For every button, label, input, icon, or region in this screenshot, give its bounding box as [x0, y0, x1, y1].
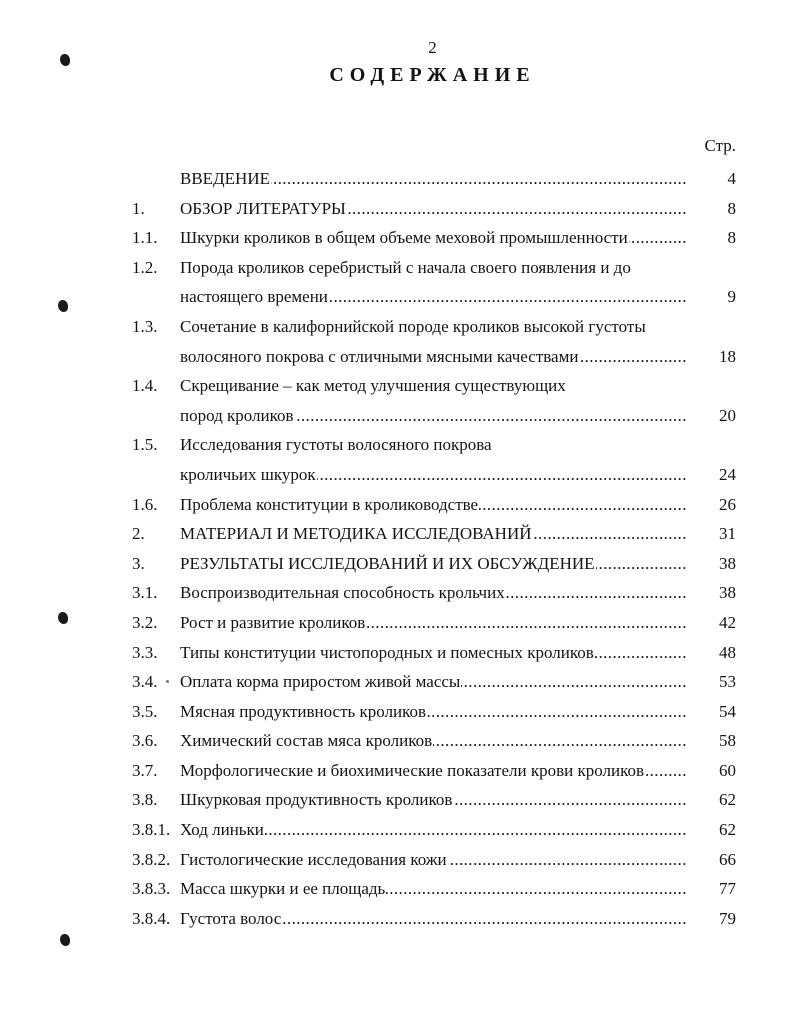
toc-entry-title: Типы конституции чистопородных и помесных кроликов	[180, 642, 594, 662]
toc-entry-page: 38	[719, 553, 736, 573]
toc-entry-title: волосяного покрова с отличными мясными качествами	[180, 346, 579, 366]
page-title: СОДЕРЖАНИЕ	[329, 64, 536, 86]
toc-entry	[0, 845, 795, 875]
toc-entry-title-with-leader	[180, 223, 686, 253]
toc-entry-title: кроличьих шкурок	[180, 464, 316, 484]
toc-entry-page: 53	[719, 672, 736, 692]
toc-entry-title-with-leader	[180, 756, 686, 786]
toc-entry-title-with-leader	[180, 608, 686, 638]
toc-entry-title-with-leader	[180, 519, 686, 549]
toc-entry-line	[0, 697, 795, 727]
toc-entry-page: 26	[719, 494, 736, 514]
toc-entry-title-with-leader	[180, 726, 686, 756]
toc-entry-line	[0, 549, 795, 579]
toc-entry-title-with-leader	[180, 549, 686, 579]
toc-entry-page: 48	[719, 642, 736, 662]
toc-entry	[0, 371, 795, 430]
toc-entry	[0, 164, 795, 194]
toc-entry-number: 1.1.	[132, 228, 158, 248]
toc-entry-number: 3.1.	[132, 583, 158, 603]
toc-entry-page: 8	[727, 198, 736, 218]
toc-entry-title: Порода кроликов серебристый с начала своего появления и до	[180, 257, 631, 277]
toc-entry-number: 3.8.1.	[132, 820, 171, 840]
toc-entry-title-with-leader	[180, 401, 686, 431]
toc-entry-title: Скрещивание – как метод улучшения существующих	[180, 376, 566, 396]
toc-entry	[0, 756, 795, 786]
toc-entry-page: 20	[719, 405, 736, 425]
toc-entry-title-with-leader	[180, 490, 686, 520]
toc-entry-title-with-leader	[180, 785, 686, 815]
toc-entry-title-with-leader	[180, 282, 686, 312]
toc-entry-title-with-leader	[180, 667, 686, 697]
toc-entry-title: Ход линьки	[180, 820, 264, 840]
toc-entry-title-with-leader	[180, 342, 686, 372]
toc-entry-title: ВВЕДЕНИЕ	[180, 169, 270, 188]
toc-entry-line	[0, 608, 795, 638]
toc-entry-title: Масса шкурки и ее площадь	[180, 879, 386, 899]
toc-entry	[0, 638, 795, 668]
toc-entry-line	[0, 756, 795, 786]
toc-entry-number: 1.3.	[132, 316, 158, 336]
toc-entry-number: 1.5.	[132, 435, 158, 455]
toc-entry	[0, 223, 795, 253]
toc-entry-title-with-leader	[180, 845, 686, 875]
toc-entry-line	[0, 223, 795, 253]
toc-entry-line	[0, 164, 795, 194]
toc-entry-title-with-leader	[180, 904, 686, 934]
toc-entry-line	[0, 312, 795, 342]
toc-entry-line	[0, 194, 795, 224]
toc-entry-line	[0, 460, 795, 490]
toc-entry	[0, 549, 795, 579]
toc-entry-title: Рост и развитие кроликов	[180, 612, 366, 632]
toc-entry-title-with-leader	[180, 697, 686, 727]
toc-entry-number: 3.8.	[132, 790, 158, 810]
toc-entry-title-with-leader	[180, 815, 686, 845]
toc-entry-page: 9	[727, 287, 736, 307]
toc-entry	[0, 785, 795, 815]
toc-entry-line	[0, 371, 795, 401]
toc-entry	[0, 608, 795, 638]
toc-entry	[0, 726, 795, 756]
toc-entry	[0, 667, 795, 697]
toc-entry-title-with-leader	[180, 164, 686, 194]
toc-entry	[0, 697, 795, 727]
toc-entry-title: Химический состав мяса кроликов	[180, 731, 433, 751]
toc-entry-line	[0, 638, 795, 668]
toc-entry	[0, 253, 795, 312]
toc-entry-number: 1.4.	[132, 376, 158, 396]
toc-entry-page: 31	[719, 524, 736, 544]
toc-entry-page: 18	[719, 346, 736, 366]
toc-entry-number: 1.	[132, 198, 145, 218]
toc-entry-line	[0, 815, 795, 845]
toc-entry-number: 3.3.	[132, 642, 158, 662]
toc-entry-line	[0, 430, 795, 460]
toc-entry-title-with-leader	[180, 638, 686, 668]
toc-entry-number: 3.6.	[132, 731, 158, 751]
table-of-contents	[0, 164, 795, 933]
toc-entry-title: Шкурковая продуктивность кроликов	[180, 790, 453, 810]
toc-entry-title: Проблема конституции в кролиководстве	[180, 494, 479, 514]
toc-entry-title: МАТЕРИАЛ И МЕТОДИКА ИССЛЕДОВАНИЙ	[180, 524, 532, 544]
toc-entry-page: 77	[719, 879, 736, 899]
toc-entry-line	[0, 401, 795, 431]
toc-entry-line	[0, 342, 795, 372]
toc-entry-line	[0, 726, 795, 756]
toc-entry-page: 66	[719, 849, 736, 869]
toc-entry	[0, 874, 795, 904]
toc-entry-page: 54	[719, 701, 736, 721]
toc-entry-title: Сочетание в калифорнийской породе кроликов высокой густоты	[180, 316, 646, 336]
toc-entry-page: 38	[719, 583, 736, 603]
toc-entry-line	[0, 845, 795, 875]
toc-entry-line	[0, 785, 795, 815]
toc-entry-page: 79	[719, 908, 736, 928]
toc-entry-title: ОБЗОР ЛИТЕРАТУРЫ	[180, 198, 346, 218]
toc-entry-title: Исследования густоты волосяного покрова	[180, 435, 492, 455]
toc-entry-number: 3.	[132, 553, 145, 573]
toc-entry	[0, 519, 795, 549]
toc-entry-page: 60	[719, 760, 736, 780]
toc-entry	[0, 312, 795, 371]
toc-entry-title: Морфологические и биохимические показатели крови кроликов	[180, 760, 645, 780]
toc-entry-line	[0, 578, 795, 608]
toc-entry-title-with-leader	[180, 194, 686, 224]
toc-entry-line	[0, 667, 795, 697]
toc-entry-title: пород кроликов	[180, 405, 294, 425]
toc-entry-title-with-leader	[180, 578, 686, 608]
toc-entry-title: Воспроизводительная способность крольчих	[180, 583, 505, 603]
toc-entry-title: Шкурки кроликов в общем объеме меховой промышленности	[180, 228, 628, 248]
toc-entry-number: 2.	[132, 524, 145, 544]
toc-entry-line	[0, 282, 795, 312]
toc-entry-page: 62	[719, 790, 736, 810]
toc-entry-title: Густота волос	[180, 908, 282, 928]
page-column-label: Стр.	[704, 136, 736, 155]
toc-entry-title: РЕЗУЛЬТАТЫ ИССЛЕДОВАНИЙ И ИХ ОБСУЖДЕНИЕ	[180, 553, 595, 573]
toc-entry-title: Мясная продуктивность кроликов	[180, 701, 427, 721]
toc-entry-title-with-leader	[180, 874, 686, 904]
toc-entry-line	[0, 519, 795, 549]
toc-entry-page: 8	[727, 228, 736, 248]
toc-entry-line	[0, 904, 795, 934]
toc-entry-line	[0, 874, 795, 904]
toc-entry-line	[0, 490, 795, 520]
toc-entry	[0, 490, 795, 520]
toc-entry	[0, 430, 795, 489]
toc-entry-page: 24	[719, 464, 736, 484]
toc-entry-number: 1.6.	[132, 494, 158, 514]
toc-entry-number: 3.4.	[132, 672, 158, 692]
toc-entry-line	[0, 253, 795, 283]
toc-entry	[0, 578, 795, 608]
toc-entry-number: 3.8.4.	[132, 908, 171, 928]
toc-entry-page: 62	[719, 820, 736, 840]
toc-entry-title: настоящего времени	[180, 287, 328, 307]
toc-entry-page: 42	[719, 612, 736, 632]
toc-entry-page: 4	[727, 169, 736, 188]
page-number: 2	[428, 38, 437, 57]
toc-entry	[0, 194, 795, 224]
toc-entry-number: 3.8.2.	[132, 849, 171, 869]
toc-entry	[0, 815, 795, 845]
toc-entry-title: Оплата корма приростом живой массы	[180, 672, 461, 692]
toc-entry-title: Гистологические исследования кожи	[180, 849, 447, 869]
scan-speck-mark	[60, 934, 70, 946]
toc-entry-number: 3.8.3.	[132, 879, 171, 899]
toc-entry-title-with-leader	[180, 460, 686, 490]
toc-entry-number: 3.7.	[132, 760, 158, 780]
toc-entry-number: 3.5.	[132, 701, 158, 721]
toc-entry	[0, 904, 795, 934]
toc-entry-number: 1.2.	[132, 257, 158, 277]
toc-entry-page: 58	[719, 731, 736, 751]
toc-entry-number: 3.2.	[132, 612, 158, 632]
